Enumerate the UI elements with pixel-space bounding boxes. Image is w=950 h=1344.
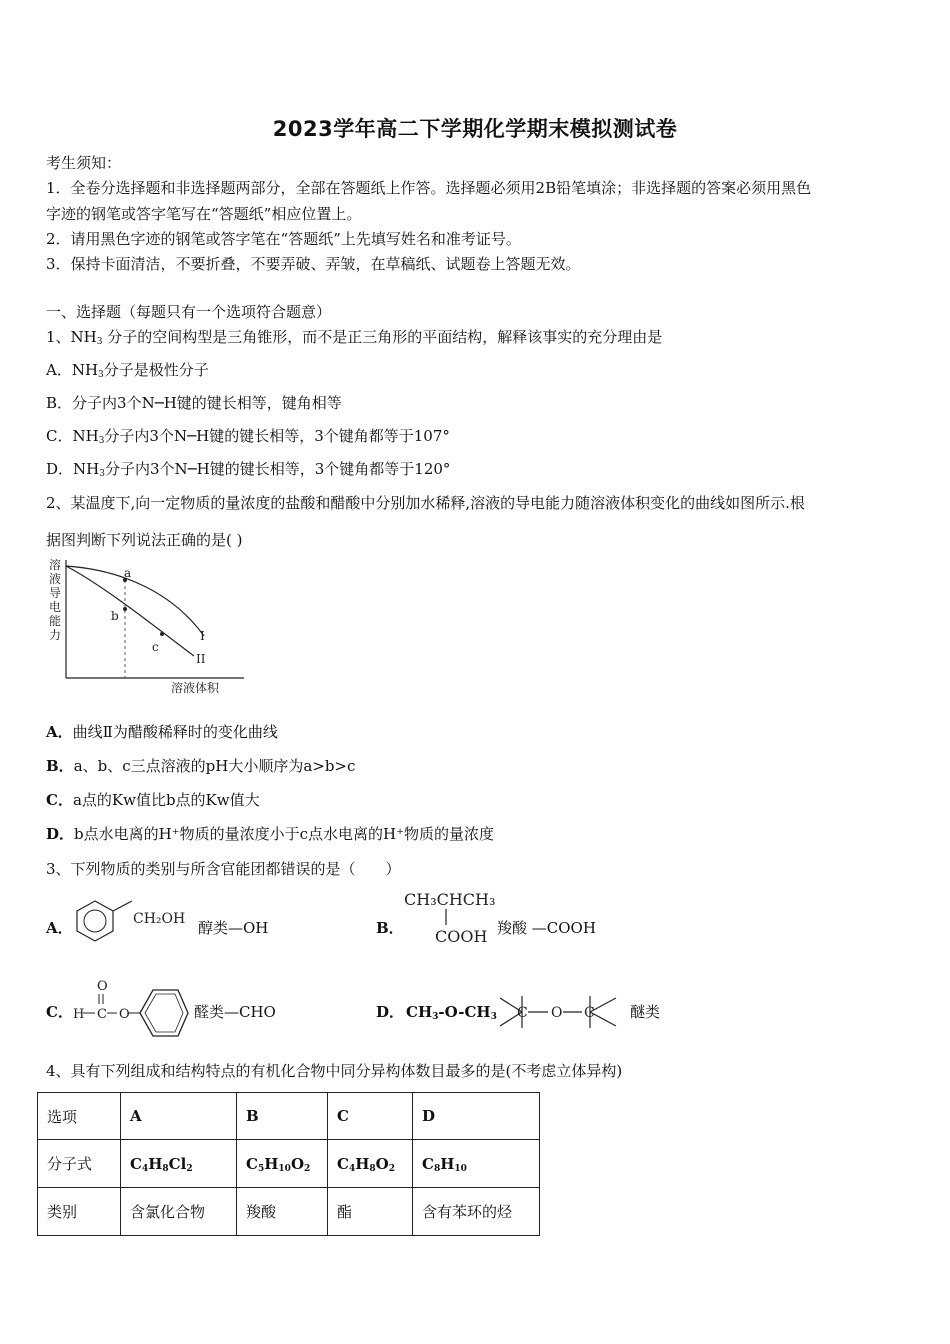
q1-option-d[interactable] [46,460,450,478]
formula-cell-b [237,1140,328,1188]
section-heading: 一、选择题（每题只有一个选项符合题意） [46,303,332,321]
q1-stem-sub: 3 [96,337,103,347]
f-sub: 8 [162,1163,169,1174]
type-cell: 酯 [328,1188,413,1236]
q1-option-b[interactable]: B．分子内3个N─H键的键长相等，键角相等 [46,394,342,412]
table-header-cell: C [328,1093,413,1140]
f-sub: 10 [454,1163,467,1174]
f: H [148,1154,163,1173]
atom-h: H [73,1007,85,1022]
q3-option-b-desc: 羧酸 —COOH [497,919,596,937]
struct-top: CH₃CHCH₃ [404,890,496,909]
q4-options-table [37,1092,540,1236]
f-sub: 8 [369,1163,376,1174]
formula-cell-c [328,1140,413,1188]
notice-item-1-cont: 字迹的钢笔或答字笔写在“答题纸”相应位置上。 [46,205,362,223]
point-b-label: b [111,609,119,623]
q1-d-post: 分子内3个N─H键的键长相等，3个键角都等于120° [104,460,451,478]
q2-option-a[interactable] [46,723,278,741]
f-sub: 8 [433,1163,441,1174]
struct-bottom: COOH [435,927,488,946]
formula-sub: 3 [432,1012,439,1022]
q1-stem-rest: 分子的空间构型是三角锥形，而不是正三角形的平面结构，解释该事实的充分理由是 [102,328,663,346]
table-header-cell: B [237,1093,328,1140]
f: H [355,1154,370,1173]
q2-b-text: a、b、c三点溶液的pH大小顺序为a>b>c [73,757,356,775]
f-sub: 4 [141,1163,149,1174]
q3-option-c-desc: 醛类—CHO [194,1003,276,1021]
type-cell: 羧酸 [237,1188,328,1236]
atom-c1: C [517,1005,528,1021]
f: C [337,1154,349,1173]
q3-option-d-label[interactable]: D． [376,1003,405,1021]
ether-structure [498,990,630,1034]
type-cell: 含有苯环的烃 [413,1188,540,1236]
q2-stem-line1: 2、某温度下,向一定物质的量浓度的盐酸和醋酸中分别加水稀释,溶液的导电能力随溶液体积变化的曲线如图所示.根 [46,494,805,512]
x-axis-label: 溶液体积 [171,681,220,695]
f-sub: 2 [304,1163,311,1174]
q2-b-label: B． [46,757,74,775]
atom-c: C [97,1007,107,1022]
y-label-char: 导 [49,586,62,600]
q4-stem: 4、具有下列组成和结构特点的有机化合物中同分异构体数目最多的是(不考虑立体异构) [46,1062,623,1080]
phenyl-formate-structure [70,975,192,1043]
notice-item-1: 1．全卷分选择题和非选择题两部分，全部在答题纸上作答。选择题必须用2B铅笔填涂；非选择题的答案必须用黑色 [46,179,812,197]
q1-a-pre: A．NH [46,361,99,379]
y-label-char: 能 [49,614,62,628]
f: H [440,1154,455,1173]
q2-conductivity-figure [44,556,249,698]
f: H [264,1154,279,1173]
f: C [422,1154,434,1173]
y-label-char: 电 [49,600,62,614]
q1-d-pre: D．NH [46,460,100,478]
page-title: 2023学年高二下学期化学期末模拟测试卷 [272,117,678,141]
q1-stem [46,328,662,346]
formula-cell-d [413,1140,540,1188]
f: C [130,1154,142,1173]
q1-option-a[interactable] [46,361,209,379]
atom-o: O [119,1007,130,1022]
q2-c-label: C． [46,791,73,809]
q2-d-label: D． [46,825,75,843]
q3-option-a-label[interactable]: A． [46,919,73,937]
q1-a-sub: 3 [98,370,104,380]
table-row-label: 分子式 [38,1140,121,1188]
formula-cell-a [121,1140,237,1188]
q1-c-pre: C．NH [46,427,99,445]
table-row-label: 类别 [38,1188,121,1236]
type-cell: 含氯化合物 [121,1188,237,1236]
notice-item-2: 2．请用黑色字迹的钢笔或答字笔在“答题纸”上先填写姓名和准考证号。 [46,230,521,248]
q1-c-sub: 3 [98,436,105,446]
q2-option-d[interactable] [46,825,494,843]
y-label-char: 溶 [49,558,62,572]
table-header-cell: 选项 [38,1093,121,1140]
q2-a-text: 曲线Ⅱ为醋酸稀释时的变化曲线 [72,723,278,741]
q2-option-c[interactable] [46,791,260,809]
f: O [290,1154,305,1173]
q2-d-text: b点水电离的H⁺物质的量浓度小于c点水电离的H⁺物质的量浓度 [74,825,495,843]
f-sub: 10 [278,1163,291,1174]
q3-stem: 3、下列物质的类别与所含官能团都错误的是（ ） [46,860,401,878]
q3-option-a-desc: 醇类—OH [198,919,269,937]
q2-c-text: a点的Kw值比b点的Kw值大 [72,791,260,809]
ch2oh-text: CH₂OH [133,911,186,927]
point-b [123,607,127,611]
table-header-cell: A [121,1093,237,1140]
q2-a-label: A． [46,723,73,741]
curve-I-label: I [200,629,205,643]
curve-II-label: II [196,652,206,666]
q1-d-sub: 3 [99,469,105,479]
notice-heading: 考生须知： [46,154,122,172]
q2-stem-line2: 据图判断下列说法正确的是( ) [46,531,243,549]
formula-part: -O-CH [438,1003,491,1021]
formula-sub: 3 [490,1012,497,1022]
curve-I [66,566,204,636]
table-row [38,1140,540,1188]
q3-option-d-desc: 醚类 [630,1003,661,1021]
table-header-cell: D [413,1093,540,1140]
point-a-label: a [124,566,132,580]
q3-option-b-label[interactable]: B． [376,919,404,937]
q1-option-c[interactable] [46,427,450,445]
q1-stem-part: 1、NH [46,328,97,346]
q3-option-d-formula [406,1003,497,1021]
f-sub: 4 [348,1163,356,1174]
y-label-char: 力 [49,628,62,642]
f: C [246,1154,258,1173]
q1-c-post: 分子内3个N─H键的键长相等，3个键角都等于107° [104,427,450,445]
f: O [375,1154,389,1173]
table-row [38,1188,540,1236]
q1-a-post: 分子是极性分子 [103,361,209,379]
table-row [38,1093,540,1140]
q3-option-c-label[interactable]: C． [46,1003,73,1021]
f: Cl [168,1154,187,1173]
f-sub: 5 [257,1163,265,1174]
q2-option-b[interactable] [46,757,355,775]
benzyl-alcohol-structure [70,895,195,950]
f-sub: 2 [186,1163,193,1174]
atom-o-top: O [97,979,108,994]
isobutyric-acid-structure [402,885,497,947]
point-c-label: c [152,640,159,654]
point-c [160,632,164,636]
formula-part: CH [406,1003,433,1021]
atom-o: O [551,1005,563,1021]
atom-c2: C [584,1005,595,1021]
f-sub: 2 [388,1163,396,1174]
y-label-char: 液 [49,572,62,586]
notice-item-3: 3．保持卡面清洁，不要折叠，不要弄破、弄皱，在草稿纸、试题卷上答题无效。 [46,255,581,273]
